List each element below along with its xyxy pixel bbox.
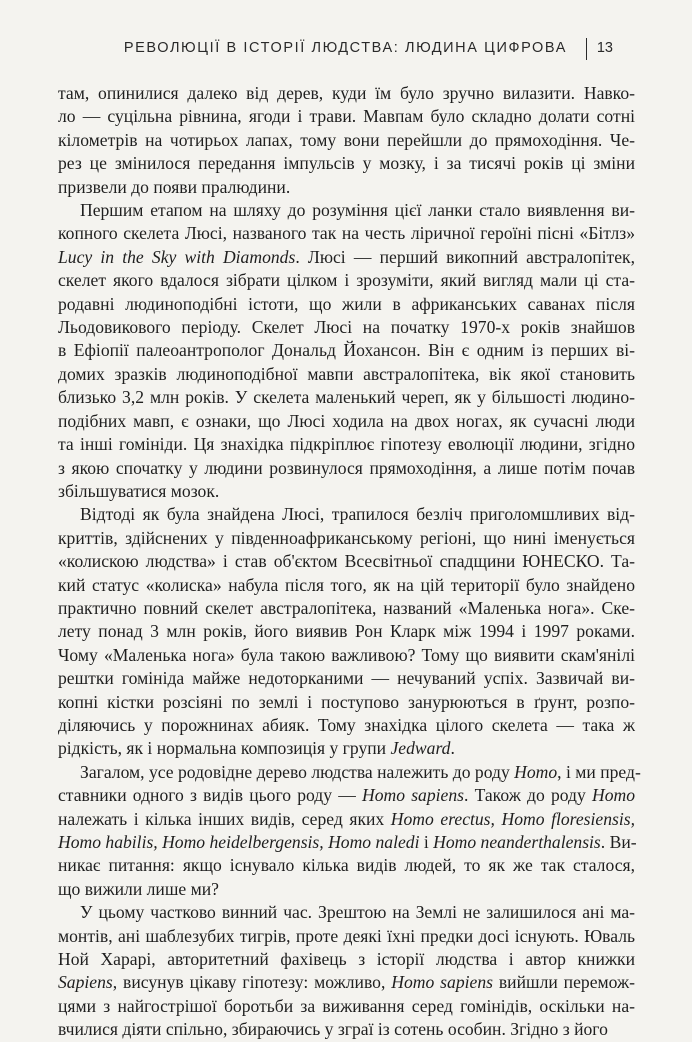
text-run: вийшли перемож- bbox=[492, 972, 636, 993]
italic-run: Homo sapiens bbox=[362, 785, 464, 806]
text-run: ло — суцільна рівнина, ягоди і трави. Мавпам було складно долати сотні bbox=[58, 106, 635, 127]
italic-run: Homo habilis, Homo heidelbergensis, Homo naledi bbox=[58, 832, 420, 852]
text-run: У цьому частково винний час. Зрештою на Землі не залишилося ані ма- bbox=[80, 902, 635, 923]
paragraph bbox=[58, 901, 635, 1041]
text-run: цями з найгострішої боротьби за виживання серед гомінідів, оскільки на- bbox=[58, 995, 635, 1016]
text-run: призвели до появи пралюдини. bbox=[58, 176, 291, 197]
text-line bbox=[58, 901, 635, 924]
text-line bbox=[58, 691, 635, 714]
text-line bbox=[58, 667, 635, 690]
text-run: рез це змінилося передання імпульсів у мозку, і за тисячі років ці зміни bbox=[58, 153, 635, 174]
text-run: монтів, ані шаблезубих тигрів, проте деякі їхні предки досі існують. Юваль bbox=[58, 925, 635, 946]
text-line bbox=[58, 527, 635, 550]
text-run: ставники одного з видів цього роду — bbox=[58, 785, 362, 806]
text-line bbox=[58, 761, 641, 784]
body-text bbox=[58, 82, 641, 1042]
text-run: Першим етапом на шляху до розуміння цієї ланки стало виявлення ви- bbox=[80, 200, 635, 221]
text-run: належать і кілька інших видів, серед яких bbox=[58, 808, 391, 829]
text-run: копного скелета Люсі, названого так на честь ліричної героїні пісні «Бітлз» bbox=[58, 223, 635, 244]
text-run: діляючись у порожнинах абияк. Тому знахідка цілого скелета — така ж bbox=[58, 714, 635, 735]
italic-run: Jedward bbox=[390, 738, 451, 759]
text-run: кілометрів на чотирьох лапах, тому вони перейшли до прямоходіння. Че- bbox=[58, 129, 635, 150]
text-line bbox=[58, 737, 635, 760]
paragraph bbox=[58, 199, 635, 503]
running-header bbox=[123, 40, 635, 62]
text-run: рідкість, як і нормальна композиція у групи bbox=[58, 738, 391, 759]
paragraph bbox=[58, 82, 635, 199]
paragraph bbox=[58, 503, 635, 760]
text-line bbox=[58, 854, 635, 877]
text-line bbox=[58, 831, 635, 854]
text-run: рештки гомініда майже недоторканими — нечуваний успіх. Зазвичай ви- bbox=[58, 668, 635, 689]
text-line bbox=[58, 246, 635, 269]
text-run: «колискою людства» і став об'єктом Всесвітньої спадщини ЮНЕСКО. Та- bbox=[58, 551, 635, 572]
text-run: Льодовикового періоду. Скелет Люсі на початку 1970-х років знайшов bbox=[58, 317, 635, 338]
italic-run: Homo neanderthalensis bbox=[433, 832, 601, 852]
text-run: кий статус «колиска» набула після того, як на цій території було знайдено bbox=[58, 574, 635, 595]
text-run: родавні людиноподібні істоти, що жили в африканських саванах після bbox=[58, 293, 635, 314]
text-line bbox=[58, 948, 635, 971]
text-line bbox=[58, 480, 635, 503]
paragraph bbox=[58, 761, 641, 901]
text-line bbox=[58, 574, 635, 597]
italic-run: Homo bbox=[514, 761, 558, 782]
text-run: що вижили лише ми? bbox=[58, 878, 219, 899]
text-line bbox=[58, 597, 635, 620]
text-line bbox=[58, 410, 635, 433]
text-line bbox=[58, 644, 635, 667]
text-line bbox=[58, 878, 635, 901]
text-line bbox=[58, 620, 635, 643]
italic-run: Homo bbox=[592, 785, 636, 806]
text-run: . Ви- bbox=[600, 832, 637, 852]
text-line bbox=[58, 386, 635, 409]
text-line bbox=[58, 105, 635, 128]
text-run: Чому «Маленька нога» була такою важливою? Тому що виявити скам'янілі bbox=[58, 644, 635, 665]
text-run: никає питання: якщо існувало кілька видів людей, то як же так сталося, bbox=[58, 855, 635, 876]
text-run: там, опинилися далеко від дерев, куди їм було зручно вилазити. Навко- bbox=[58, 83, 635, 103]
text-run: копні кістки розсіяні по землі і поступово занурюються в ґрунт, розпо- bbox=[58, 691, 635, 712]
italic-run: Homo erectus, Homo floresiensis, bbox=[390, 808, 635, 829]
text-run: . bbox=[450, 738, 455, 759]
text-run: . Люсі — перший викопний австралопітек, bbox=[295, 246, 635, 267]
text-run: вчилися діяти спільно, збираючись у зграї із сотень особин. Згідно з його bbox=[58, 1019, 608, 1040]
page-number: 13 bbox=[596, 40, 613, 56]
running-title: РЕВОЛЮЦІЇ В ІСТОРІЇ ЛЮДСТВА: ЛЮДИНА ЦИФРОВА bbox=[123, 40, 567, 56]
text-line bbox=[58, 503, 635, 526]
text-line bbox=[58, 433, 635, 456]
text-line bbox=[58, 808, 635, 831]
text-line bbox=[58, 82, 635, 105]
text-line bbox=[58, 363, 635, 386]
italic-run: Homo sapiens bbox=[391, 972, 493, 993]
text-run: , висунув цікаву гіпотезу: можливо, bbox=[112, 972, 392, 993]
text-line bbox=[58, 457, 635, 480]
text-line bbox=[58, 129, 635, 152]
text-run: подібних мавп, є ознаки, що Люсі ходила на двох ногах, як сучасні люди bbox=[58, 410, 635, 431]
text-run: в Ефіопії палеоантрополог Дональд Йохансон. Він є одним із перших ві- bbox=[58, 340, 635, 361]
header-divider bbox=[586, 38, 587, 60]
text-line bbox=[58, 550, 635, 573]
text-line bbox=[58, 269, 635, 292]
text-line bbox=[58, 995, 635, 1018]
text-line bbox=[58, 176, 635, 199]
text-run: з якою спочатку у людини розвинулося прямоходіння, а лише потім почав bbox=[58, 457, 635, 478]
text-run: криттів, здійснених у південноафриканському регіоні, що нині іменується bbox=[58, 527, 635, 548]
text-line bbox=[58, 316, 635, 339]
text-run: Ной Харарі, авторитетний фахівець з історії людства і автор книжки bbox=[58, 949, 635, 970]
text-line bbox=[58, 199, 635, 222]
text-run: збільшуватися мозок. bbox=[58, 480, 220, 501]
text-run: та інші гомініди. Ця знахідка підкріплює гіпотезу еволюції людини, згідно bbox=[58, 434, 635, 455]
italic-run: Lucy in the Sky with Diamonds bbox=[58, 246, 296, 267]
text-line bbox=[58, 339, 635, 362]
text-line bbox=[58, 925, 635, 948]
text-line bbox=[58, 971, 635, 994]
text-run: лету понад 3 млн років, його виявив Рон Кларк між 1994 і 1997 роками. bbox=[58, 621, 635, 642]
text-line bbox=[58, 152, 635, 175]
text-run: домих зразків людиноподібної мавпи австралопітека, вік якої становить bbox=[58, 363, 635, 384]
text-line bbox=[58, 222, 635, 245]
text-run: . Також до роду bbox=[463, 785, 592, 806]
text-run: практично повний скелет австралопітека, названий «Маленька нога». Ске- bbox=[58, 597, 635, 618]
text-run: , і ми пред- bbox=[557, 761, 641, 782]
text-run: Відтоді як була знайдена Люсі, трапилося безліч приголомшливих від- bbox=[80, 504, 635, 525]
italic-run: Sapiens bbox=[58, 972, 113, 993]
text-line bbox=[58, 784, 635, 807]
text-line bbox=[58, 1018, 635, 1041]
text-run: скелет якого вдалося зібрати цілком і зрозуміти, який вигляд мали ці ста- bbox=[58, 270, 635, 291]
text-line bbox=[58, 293, 635, 316]
text-line bbox=[58, 714, 635, 737]
text-run: Загалом, усе родовідне дерево людства належить до роду bbox=[80, 761, 515, 782]
text-run: близько 3,2 млн років. У скелета маленький череп, як у більшості людино- bbox=[58, 387, 635, 408]
text-run: і bbox=[419, 832, 434, 852]
